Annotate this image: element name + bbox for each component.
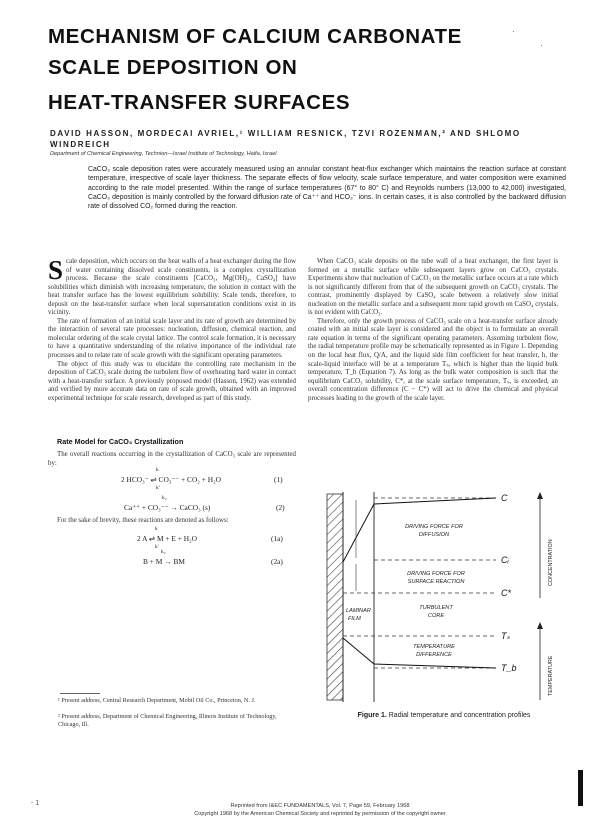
equation-2-number: (2) xyxy=(276,503,285,512)
label-driving-reaction-1: DRIVING FORCE FOR xyxy=(407,571,465,577)
paragraph-object: The object of this study was to elucidate the controlling rate mechanism in the deposition of CaCO₃ scale during the turbulent flow of overheating hard water in contact with a heat-transfer surface. A previously proposed model (Hasson, 1962) was extended and verified by more accurate data on rate of scale growth, obtained with an improved experimental technique for scale research, developed as part of this study. xyxy=(48,360,296,402)
paragraph-nucleation: When CaCO₃ scale deposits on the tube wall of a heat exchanger, the first layer is formed on a metallic surface while subsequent layers grow on CaCO₃ crystals. Experiments show that nucleation of CaCO₃ on the metallic surface occurs at a rate which is not significantly different from that of the subsequent growth on CaCO₃ crystals. The contrast, prominently displayed by CaSO₄ scale between a relatively slow initial nucleation on the metallic surface and a subsequent more rapid growth on CaSO₄ crystals, is not evident with CaCO₃. xyxy=(308,258,558,317)
label-driving-reaction-2: SURFACE REACTION xyxy=(407,579,465,585)
footnote-rule xyxy=(60,693,100,694)
scan-edge-mark xyxy=(578,770,583,806)
equation-1a-number: (1a) xyxy=(271,534,283,543)
equation-1-k: k xyxy=(156,467,159,473)
abstract: CaCO₃ scale deposition rates were accurately measured using an annular constant heat-flux exchanger which maintains the reaction surface at constant temperature, irrespective of scale layer thickness. The separate effects of flow velocity, scale surface temperature, and water composition were examined according to the rate model presented. Within the range of surface temperatures (67° to 80° C) and Reynolds numbers (13,000 to 42,000) investigated, CaCO₃ deposition is mainly controlled by the forward diffusion rate of Ca⁺⁺ and HCO₃⁻ ions. In certain cases, it is also controlled by the backward diffusion rate of dissolved CO₂ formed during the reaction. xyxy=(88,166,566,211)
equation-2a-k: k₂ xyxy=(161,549,166,555)
brevity-text: For the sake of brevity, these reactions are denoted as follows: xyxy=(57,517,229,524)
footnote-1: ¹ Present address, Central Research Department, Mobil Oil Co., Princeton, N. J. xyxy=(58,697,256,704)
equation-1-kprime: k' xyxy=(156,485,160,491)
label-ts: Tₛ xyxy=(501,631,510,641)
intro-text: cale deposition, which occurs on the heat walls of a heat exchanger during the flow of water containing dissolved scale constituents, is a complex crystallization process. Because the scale constituents [CaCO₃, Mg(OH)₂, CaSO₄] have solubilities which diminish with increasing temperature, the solution in contact with the heat transfer surface has the lowest equilibrium solubility. Scale tends, therefore, to deposit on the heat-transfer surface when local supersaturation conditions exist in its vicinity. xyxy=(48,258,296,317)
label-cstar: C* xyxy=(501,588,512,598)
label-turbulent-1: TURBULENT xyxy=(419,605,453,611)
label-temp-diff-1: TEMPERATURE xyxy=(413,644,455,650)
scan-speck: · xyxy=(540,40,543,50)
concentration-profile xyxy=(343,498,496,562)
drop-cap: S xyxy=(48,255,64,285)
left-column xyxy=(48,255,296,403)
caption-text: Radial temperature and concentration profiles xyxy=(388,712,531,719)
section-heading: Rate Model for CaCO₃ Crystallization xyxy=(57,437,184,446)
page-mark: - 1 xyxy=(31,800,40,807)
label-c: C xyxy=(501,493,508,503)
axis-label-concentration: CONCENTRATION xyxy=(548,539,554,586)
equation-1a-kprime: k' xyxy=(155,544,159,550)
label-laminar-1: LAMINAR xyxy=(346,608,371,614)
paragraph-growth: Therefore, only the growth process of CaCO₃ scale on a heat-transfer surface already coated with an initial scale layer is considered and the object is to formulate an overall rate equation in terms of the significant operating parameters. Assuming turbulent flow, the radial temperature profile may be schematically represented as in Figure 1. Depending on the local heat flux, Q/A, and the liquid side film coefficient for heat transfer, h, the scale-liquid interface will be at a temperature Tₛ, which is higher than the liquid bulk temperature, T_b (Equation 7). As long as the bulk water composition is such that the equilibrium CaCO₃ solubility, C*, at the scale surface temperature, Tₛ, is exceeded, an overall concentration difference (C − C*) will act to drive the chemical and physical processes leading to the growth of the scale layer. xyxy=(308,317,558,402)
caption-label: Figure 1. xyxy=(357,712,387,719)
paragraph-rate-formation: The rate of formation of an initial scale layer and its rate of growth are determined by the interaction of several rate processes: nucleation, diffusion, chemical reaction, and molecular ordering of the scale crystal lattice. The control scale formation, it is necessary to have a quantitative understanding of the relative importance of the individual rate processes and to relate rate of scale growth with the significant operating parameters. xyxy=(48,317,296,360)
label-laminar-2: FILM xyxy=(348,616,361,622)
conc-axis-arrowhead xyxy=(537,492,543,499)
label-driving-diffusion-1: DRIVING FORCE FOR xyxy=(405,524,463,530)
equation-2: Ca⁺⁺ + CO₃⁻⁻ → CaCO₃ (s) xyxy=(124,503,211,512)
label-temp-diff-2: DIFFERENCE xyxy=(416,652,452,658)
equation-2a: B + M → BM xyxy=(143,557,185,566)
tube-wall xyxy=(327,494,343,700)
title-line-1: MECHANISM OF CALCIUM CARBONATE xyxy=(48,25,462,48)
figure-1-diagram xyxy=(316,486,568,706)
title-line-2: SCALE DEPOSITION ON xyxy=(48,56,298,79)
equation-1: 2 HCO₃⁻ ⇌ CO₃⁻⁻ + CO₂ + H₂O xyxy=(121,475,221,484)
label-tb: T_b xyxy=(501,663,517,673)
authors: DAVID HASSON, MORDECAI AVRIEL,¹ WILLIAM RESNICK, TZVI ROZENMAN,² AND SHLOMO WINDREICH xyxy=(50,129,521,149)
title-line-3: HEAT-TRANSFER SURFACES xyxy=(48,91,351,114)
figure-1-caption xyxy=(326,711,562,720)
label-ci: Cᵢ xyxy=(501,555,509,565)
reprint-notice-2: Copyright 1968 by the American Chemical Society and reprinted by permission of the copyright owner xyxy=(194,811,446,817)
equation-2-k: k₂ xyxy=(162,495,167,501)
equation-2a-number: (2a) xyxy=(271,557,283,566)
right-column xyxy=(308,258,558,403)
axis-label-temperature: TEMPERATURE xyxy=(548,655,554,696)
equation-1-number: (1) xyxy=(274,475,283,484)
footnote-2: ² Present address, Department of Chemical Engineering, Illinois Institute of Technology, Chicago, Ill. xyxy=(58,713,277,728)
reprint-notice-1: Reprinted from I&EC FUNDAMENTALS, Vol. 7, Page 59, February 1968 xyxy=(230,803,410,809)
rate-model-intro: The overall reactions occurring in the crystallization of CaCO₃ scale are represented by: xyxy=(48,451,296,467)
temp-axis-arrowhead xyxy=(537,622,543,629)
affiliation: Department of Chemical Engineering, Technion—Israel Institute of Technology, Haifa, Israel xyxy=(50,151,277,157)
label-turbulent-2: CORE xyxy=(427,613,445,619)
equation-1a-k: k xyxy=(155,526,158,532)
equation-1a: 2 A ⇌ M + E + H₂O xyxy=(137,534,198,543)
scan-speck: · xyxy=(512,26,515,36)
intro-paragraph xyxy=(48,255,296,318)
label-driving-diffusion-2: DIFFUSION xyxy=(418,532,450,538)
